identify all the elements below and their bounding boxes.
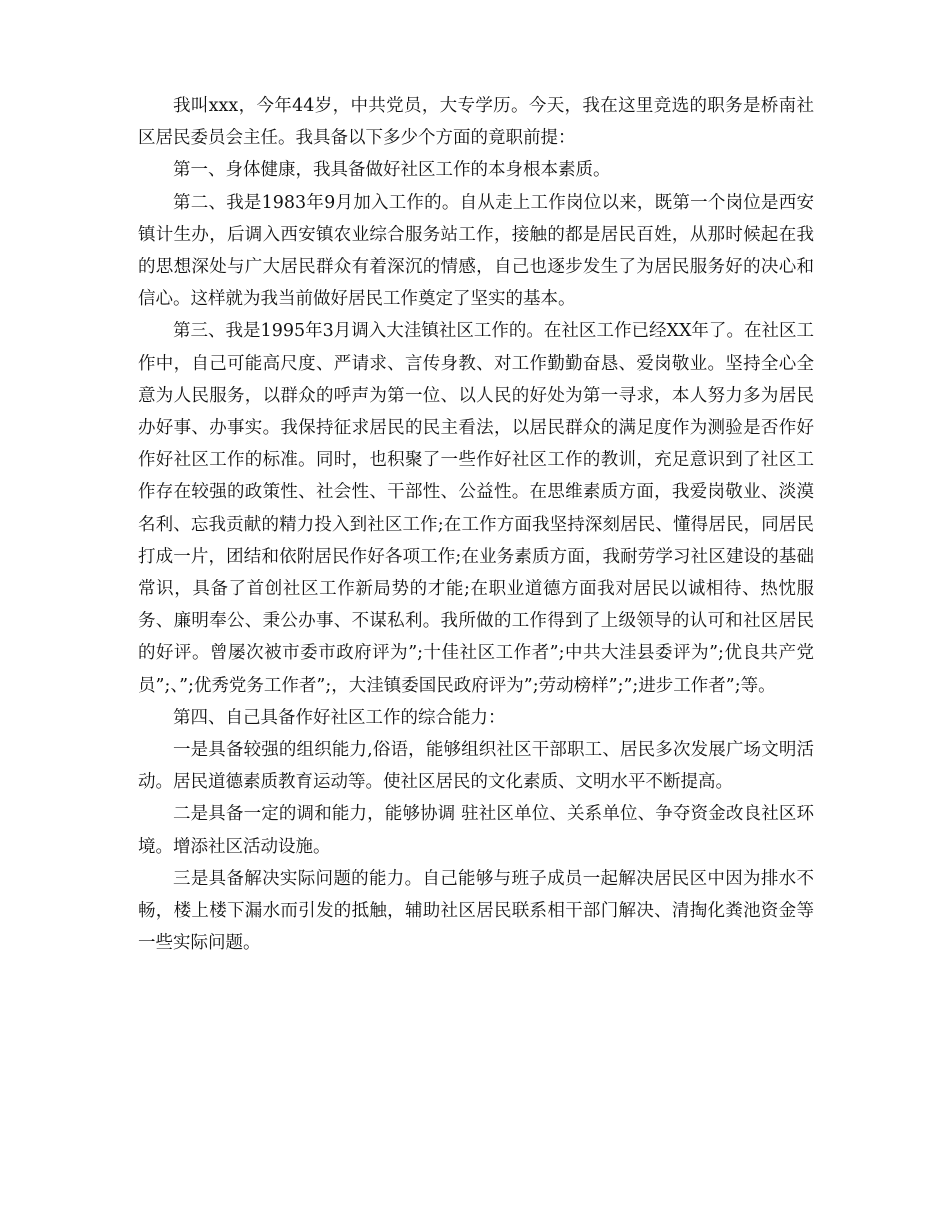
- paragraph-first: 第一、身体健康，我具备做好社区工作的本身根本素质。: [173, 160, 611, 181]
- paragraph-fourth: 第四、自己具备作好社区工作的综合能力：: [173, 707, 506, 728]
- paragraph-ability-solve: 三是具备解决实际问题的能力。自己能够与班子成员一起解决居民区中因为排水不畅，楼上楼下漏水而引发的抵触，辅助社区居民联系相干部门解决、清掏化粪池资金等一些实际问题。: [138, 868, 814, 954]
- document-body: [138, 90, 814, 959]
- paragraph-second: 第二、我是1983年9月加入工作的。自从走上工作岗位以来，既第一个岗位是西安镇计生办，后调入西安镇农业综合服务站工作，接触的都是居民百姓，从那时候起在我的思想深处与广大居民群众有着深沉的情感，自己也逐步发生了为居民服务好的决心和信心。这样就为我当前做好居民工作奠定了坚实的基本。: [138, 192, 814, 310]
- paragraph-ability-organize: 一是具备较强的组织能力,俗语，能够组织社区干部职工、居民多次发展广场文明活动。居民道德素质教育运动等。使社区居民的文化素质、文明水平不断提高。: [138, 740, 814, 793]
- paragraph-ability-coordinate: 二是具备一定的调和能力，能够协调 驻社区单位、关系单位、争夺资金改良社区环境。增添社区活动设施。: [138, 804, 814, 857]
- paragraph-intro: 我叫xxx，今年44岁，中共党员，大专学历。今天，我在这里竞选的职务是桥南社区居民委员会主任。我具备以下多少个方面的竟职前提：: [138, 96, 814, 149]
- paragraph-third: 第三、我是1995年3月调入大洼镇社区工作的。在社区工作已经XX年了。在社区工作中，自己可能高尺度、严请求、言传身教、对工作勤勤奋恳、爱岗敬业。坚持全心全意为人民服务，以群众的呼声为第一位、以人民的好处为第一寻求，本人努力多为居民办好事、办事实。我保持征求居民的民主看法，以居民群众的满足度作为测验是否作好作好社区工作的标准。同时，也积聚了一些作好社区工作的教训，充足意识到了社区工作存在较强的政策性、社会性、干部性、公益性。在思维素质方面，我爱岗敬业、淡漠名利、忘我贡献的精力投入到社区工作;在工作方面我坚持深刻居民、懂得居民，同居民打成一片，团结和依附居民作好各项工作;在业务素质方面，我耐劳学习社区建设的基础常识，具备了首创社区工作新局势的才能;在职业道德方面我对居民以诚相待、热忱服务、廉明奉公、秉公办事、不谋私利。我所做的工作得到了上级领导的认可和社区居民的好评。曾屡次被市委市政府评为”;十佳社区工作者”;中共大洼县委评为”;优良共产党员”;、”;优秀党务工作者”;，大洼镇委国民政府评为”;劳动榜样”;”;进步工作者”;等。: [138, 321, 814, 696]
